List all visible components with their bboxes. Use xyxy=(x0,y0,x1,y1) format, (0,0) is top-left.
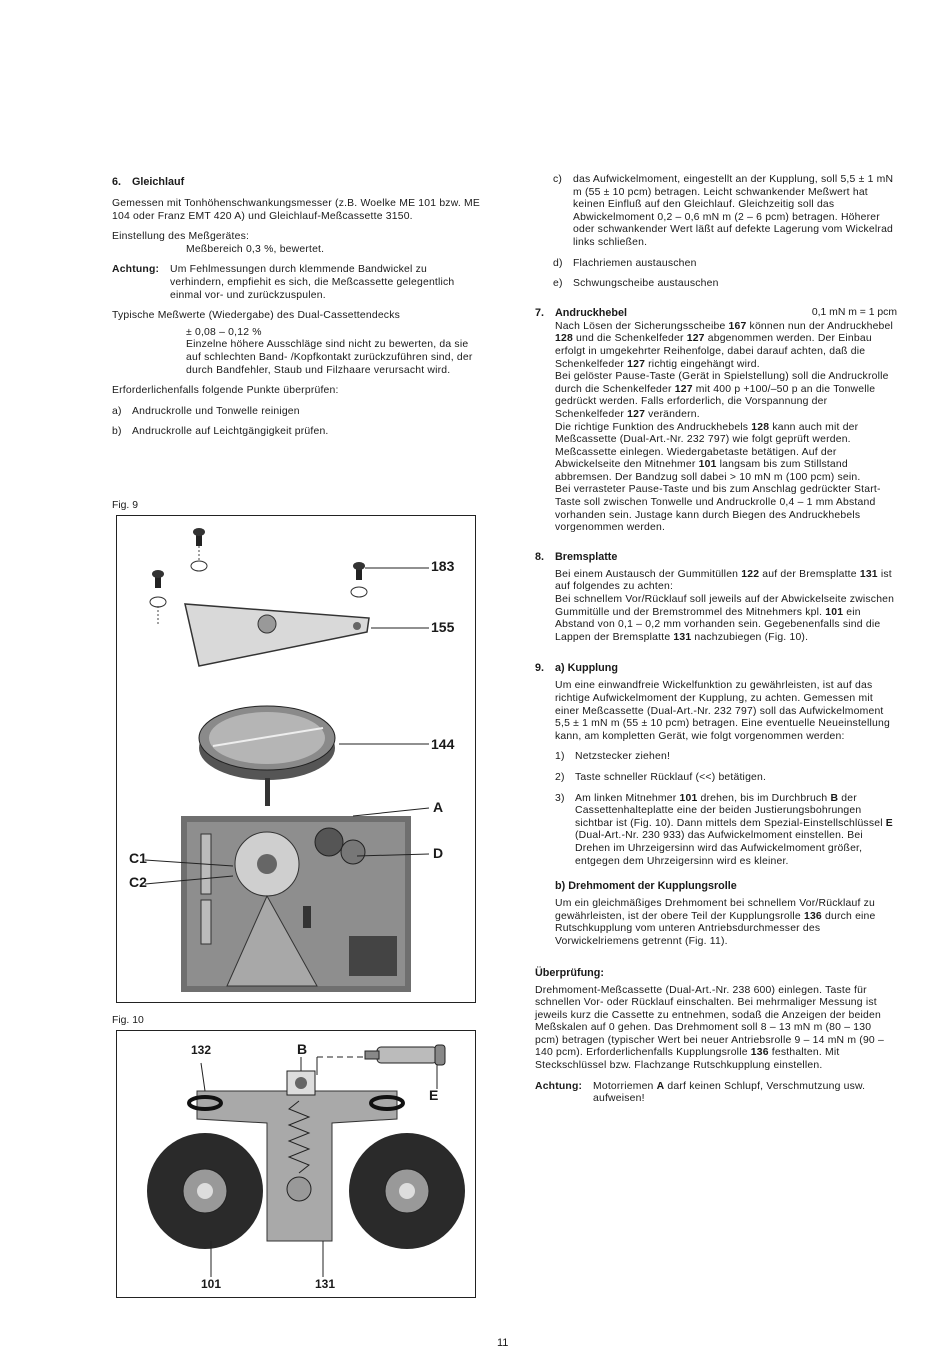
callout-label: 155 xyxy=(431,619,455,635)
reel-left xyxy=(147,1133,263,1249)
list-label: a) xyxy=(112,405,122,417)
section-9-heading xyxy=(535,662,897,674)
warning-text: Motorriemen A darf keinen Schlupf, Verschmutzung usw. aufweisen! xyxy=(593,1080,866,1105)
callout-label: B xyxy=(297,1041,308,1057)
measurement-value: ± 0,08 – 0,12 % xyxy=(186,326,262,338)
figure-label: Fig. 10 xyxy=(112,1015,144,1026)
warning-note xyxy=(535,1081,897,1106)
paragraph: Um ein gleichmäßiges Drehmoment bei schnellem Vor/Rücklauf zu gewährleisten, ist der obere Teil der Kupplungsrolle 136 durch eine Rutschkupplung vom unteren Antriebsdurchmesser des Vorwickelriemens getrennt (Fig. 11). xyxy=(555,898,876,947)
callout-label: 183 xyxy=(431,558,455,574)
list-label: d) xyxy=(553,257,563,269)
list-item xyxy=(112,426,480,439)
list-label: 2) xyxy=(555,771,565,783)
paragraph: Typische Meßwerte (Wiedergabe) des Dual-Cassettendecks xyxy=(112,310,400,322)
figure-9-drawing xyxy=(117,516,475,1002)
paragraph: Einzelne höhere Ausschläge sind nicht zu bewerten, da sie auf schlechten Band- /Kopfkontakt zurückzuführen sind, der durch Bandfehler, Staub und Filzhaare verursacht wird. xyxy=(186,339,473,376)
figure-10 xyxy=(116,1030,476,1298)
right-column xyxy=(535,174,897,1114)
tape-mechanism xyxy=(181,816,411,992)
paragraph: Meßcassette einlegen. Wiedergabetaste betätigen. Auf der Abwickelseite den Mitnehmer 101 langsam bis zum Stillstand abbremsen. Der Bandzug soll dabei > 10 mN m (100 pcm) sein. xyxy=(555,446,861,483)
warning-text: Um Fehlmessungen durch klemmende Bandwickel zu verhindern, empfiehit es sich, die Meßcassette gelegentlich einmal vor- und zurückzuspulen. xyxy=(170,264,455,301)
paragraph: Gemessen mit Tonhöhenschwankungsmesser (z.B. Woelke ME 101 bzw. ME 104 oder Franz EMT 420 A) und Gleichlauf-Meßcassette 3150. xyxy=(112,198,480,222)
paragraph: Erforderlichenfalls folgende Punkte überprüfen: xyxy=(112,385,339,397)
list-text: Schwungscheibe austauschen xyxy=(573,278,719,290)
section-6-heading xyxy=(112,176,480,188)
paragraph: Die richtige Funktion des Andruckhebels 128 kann auch mit der Meßcassette (Dual-Art.-Nr. 232 797) wie folgt geprüft werden. xyxy=(555,421,859,446)
list-item xyxy=(555,751,897,764)
list-text: Andruckrolle und Tonwelle reinigen xyxy=(132,405,300,417)
list-item xyxy=(535,258,897,271)
screw-icon xyxy=(351,562,367,597)
section-title: a) Kupplung xyxy=(555,662,618,675)
subsection-title: b) Drehmoment der Kupplungsrolle xyxy=(555,880,737,893)
unit-conversion: 0,1 mN m = 1 pcm xyxy=(811,306,897,318)
list-label: b) xyxy=(112,426,122,438)
paragraph: Bei gelöster Pause-Taste (Gerät in Spielstellung) soll die Andruckrolle durch die Schenkelfeder 127 mit 400 p +100/–50 p an die Tonwelle gedrückt werden. Falls erforderlich, die Vorspannung der Schenkelfeder 127 verändern. xyxy=(555,371,889,420)
paragraph: Drehmoment-Meßcassette (Dual-Art.-Nr. 238 600) einlegen. Taste für schnellen Vor- oder Rücklauf einschalten. Bei mehrmaliger Messung ist jeweils kurz die Cassette zu entnehmen, sodaß die Anzeigen der beiden Meßskalen auf 0 gehen. Das Drehmoment soll 8 – 13 mN m (80 – 130 pcm) betragen (typischer Wert bei neuer Antriebsrolle 9 – 14 mN m (90 – 140 pcm). Erforderlichenfalls Kupplungsrolle 136 festhalten. Mit Steckschlüssel bzw. Flachzange Rutschkupplung einstellen. xyxy=(535,984,884,1072)
section-7-heading xyxy=(535,307,897,319)
callout-label: D xyxy=(433,845,444,861)
warning-note xyxy=(112,264,480,302)
callout-label: 132 xyxy=(191,1043,212,1057)
left-column xyxy=(112,176,480,447)
callout-label: C1 xyxy=(129,850,147,866)
section-title: Andruckhebel xyxy=(555,306,627,319)
reel-right xyxy=(349,1133,465,1249)
list-text: Andruckrolle auf Leichtgängigkeit prüfen. xyxy=(132,426,329,438)
warning-label: Achtung: xyxy=(535,1080,583,1092)
warning-label: Achtung: xyxy=(112,264,160,276)
list-label: 3) xyxy=(555,792,565,804)
paragraph: Bei einem Austausch der Gummitüllen 122 auf der Bremsplatte 131 ist auf folgendes zu achten: xyxy=(555,568,892,593)
page-number: 11 xyxy=(497,1337,509,1349)
adjustment-key xyxy=(365,1045,445,1065)
list-text: Am linken Mitnehmer 101 drehen, bis im Durchbruch B der Cassettenhalteplatte eine der beiden Justierungsbohrungen sichtbar ist (Fig. 10). Dann mittels dem Spezial-Einstellschlüssel E (Dual-Art.-Nr. 230 933) das Aufwickelmoment einstellen. Bei Drehen im Uhrzeigersinn wird das Aufwickelmoment größer, entgegen dem Uhrzeigersinn wird es kleiner. xyxy=(575,792,893,867)
list-item xyxy=(535,278,897,291)
plate xyxy=(185,604,369,666)
list-item xyxy=(112,406,480,419)
section-number: 8. xyxy=(535,550,545,563)
list-item xyxy=(535,174,897,250)
subsection-title: Überprüfung: xyxy=(535,966,604,979)
paragraph: Bei schnellem Vor/Rücklauf soll jeweils auf der Abwickelseite zwischen Gummitülle und der Bremstrommel des Mitnehmers kpl. 101 ein Abstand von 0,1 – 0,2 mm vorhanden sein. Gegebenenfalls sind die Lappen der Bremsplatte 131 nachzubiegen (Fig. 10). xyxy=(555,594,895,643)
screw-icon xyxy=(191,528,207,571)
section-title: Bremsplatte xyxy=(555,550,618,563)
list-item xyxy=(555,772,897,785)
callout-label: 144 xyxy=(431,736,455,752)
callout-label: 101 xyxy=(201,1277,222,1291)
paragraph: Meßbereich 0,3 %, bewertet. xyxy=(186,243,325,255)
screw-icon xyxy=(150,570,166,607)
section-9-body xyxy=(535,680,897,948)
section-number: 6. xyxy=(112,176,122,188)
list-label: e) xyxy=(553,278,563,290)
list-item xyxy=(555,793,897,869)
section-number: 9. xyxy=(535,662,545,675)
list-text: Netzstecker ziehen! xyxy=(575,751,671,763)
paragraph: Nach Lösen der Sicherungsscheibe 167 können nun der Andruckhebel 128 und die Schenkelfeder 127 abgenommen werden. Der Einbau erfolgt in umgekehrter Reihenfolge, dabei darauf achten, daß die Schenkelfeder 127 richtig eingehängt wird. xyxy=(555,320,894,370)
section-8-heading xyxy=(535,551,897,563)
callout-label: C2 xyxy=(129,874,147,890)
list-label: 1) xyxy=(555,751,565,763)
paragraph: Einstellung des Meßgerätes: xyxy=(112,231,250,243)
list-text: Flachriemen austauschen xyxy=(573,257,697,269)
paragraph: Um eine einwandfreie Wickelfunktion zu gewährleisten, ist auf das richtige Aufwickelmoment der Kupplung, zu achten. Gemessen mit einer Meßcassette (Dual-Art.-Nr. 232 797) soll das Aufwickelmoment 5,5 ± 1 mN m (55 ± 10 pcm) betragen. Eine eventuelle Neueinstellung kann, am kompletten Gerät, wie folgt vorgenommen werden: xyxy=(555,680,890,742)
callout-label: 131 xyxy=(315,1277,336,1291)
section-8-body xyxy=(535,569,897,645)
figure-9 xyxy=(116,515,476,1003)
list-label: c) xyxy=(553,174,563,185)
section-7-body xyxy=(535,321,897,535)
callout-label: A xyxy=(433,799,444,815)
callout-label: E xyxy=(429,1087,439,1103)
section-title: Gleichlauf xyxy=(132,176,185,188)
flywheel xyxy=(199,706,335,806)
figure-10-drawing xyxy=(117,1031,475,1297)
paragraph: Bei verrasteter Pause-Taste und bis zum Anschlag gedrückter Start-Taste soll zwischen Tonwelle und Andruckrolle 0,4 – 1 mm Abstand vorhanden sein. Justage kann durch Biegen des Andruckhebels vorgenommen werden. xyxy=(555,484,881,534)
list-text: das Aufwickelmoment, eingestellt an der Kupplung, soll 5,5 ± 1 mN m (55 ± 10 pcm) betragen. Leicht schwankender Meßwert hat keinen Einfluß auf den Gleichlauf. Gleichzeitig soll das Abwickelmoment 0,2 – 0,6 mN m (2 – 6 pcm) betragen. Höherer oder schwankender Wert läßt auf defekte Lagerung vom Wickelrad links schließen. xyxy=(573,174,894,248)
figure-label: Fig. 9 xyxy=(112,500,138,511)
list-text: Taste schneller Rücklauf (<<) betätigen. xyxy=(575,771,767,783)
section-number: 7. xyxy=(535,306,545,319)
